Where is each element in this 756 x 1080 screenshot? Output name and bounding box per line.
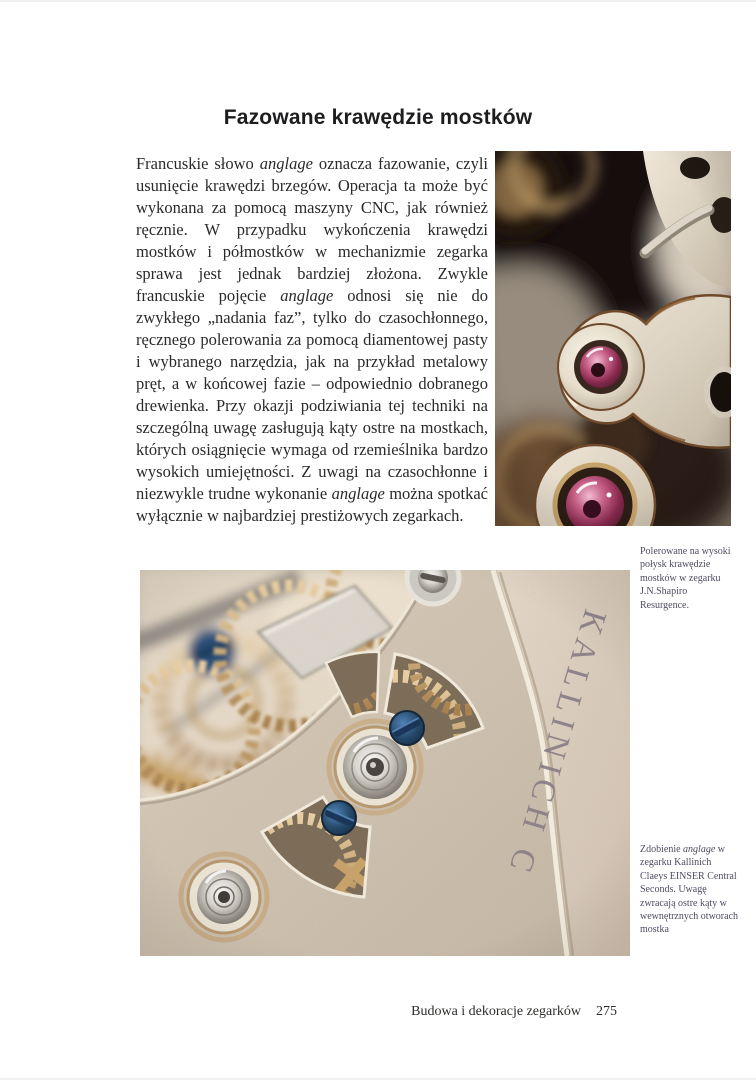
photo-caption-shapiro: Polerowane na wysoki połysk krawędzie mostków w zegarku J.N.Shapiro Resurgence. [640,546,731,611]
photo-caption-kallinich: Zdobienie anglage w zegarku Kallinich Claeys EINSER Central Seconds. Uwagę zwracają ostre kąty w wewnętrznych otworach mostka [640,844,739,936]
page-title: Fazowane krawędzie mostków [223,106,533,129]
footer-section-title: Budowa i dekoracje zegarków [411,1004,581,1019]
page-footer [136,1004,617,1020]
photo-shapiro-movement [495,151,731,526]
article-paragraph: Francuskie słowo anglage oznacza fazowanie, czyli usunięcie krawędzi brzegów. Operacja ta może być wykonana za pomocą maszyny CNC, jak również ręcznie. W przypadku wykończenia krawędzi mostków i półmostków w mechanizmie zegarka sprawa jest jednak bardziej złożona. Zwykle francuskie pojęcie anglage odnosi się nie do zwykłego „nadania faz”, tylko do czasochłonnego, ręcznego polerowania za pomocą diamentowej pasty i wybranego narzędzia, jak na przykład metalowy pręt, a w końcowej fazie – odpowiednio dobranego drewienka. Przy okazji podziwiania tej techniki na szczególną uwagę zasługują kąty ostre na mostkach, których osiągnięcie wymaga od rzemieślnika bardzo wysokich umiejętności. Z uwagi na czasochłonne i niezwykle trudne wykonanie anglage można spotkać wyłącznie w najbardziej prestiżowych zegarkach. [136,154,488,525]
page-number: 275 [596,1004,617,1019]
shapiro-movement-illustration [495,151,731,526]
kallinich-movement-illustration [140,570,630,956]
photo-kallinich-movement [140,570,630,956]
